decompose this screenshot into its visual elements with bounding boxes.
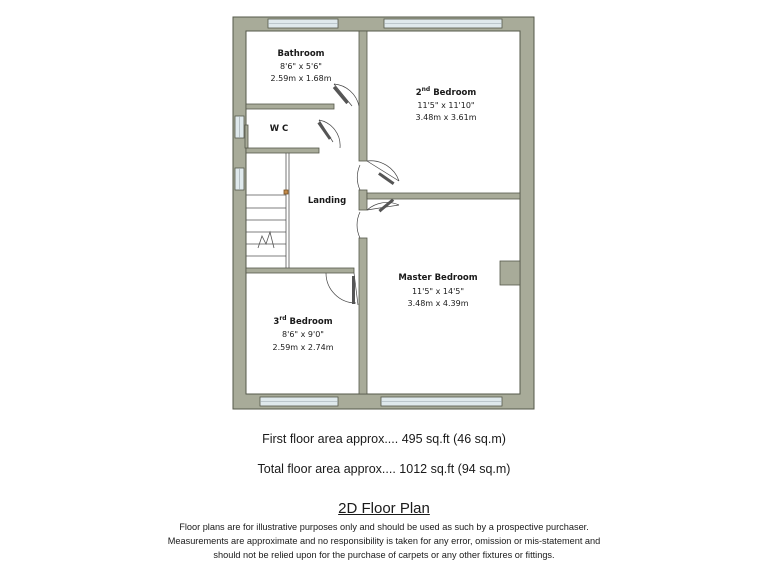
bedroom3-metric: 2.59m x 2.74m bbox=[272, 343, 334, 352]
staircase bbox=[246, 153, 289, 268]
disclaimer-line-1: Floor plans are for illustrative purposes only and should be used as such by a prospective purchaser. bbox=[179, 522, 589, 532]
bathroom-name: Bathroom bbox=[277, 49, 325, 59]
master-metric: 3.48m x 4.39m bbox=[407, 299, 469, 308]
master-imperial: 11'5" x 14'5" bbox=[411, 287, 465, 296]
room-bedroom3 bbox=[272, 315, 333, 352]
bathroom-metric: 2.59m x 1.68m bbox=[270, 74, 332, 83]
master-name: Master Bedroom bbox=[398, 273, 478, 283]
disclaimer-line-2: Measurements are approximate and no responsibility is taken for any error, omission or mis-statement and bbox=[167, 536, 601, 546]
bedroom3-name: 3rd Bedroom bbox=[273, 315, 333, 327]
plan-heading: 2D Floor Plan bbox=[338, 500, 430, 517]
bathroom-imperial: 8'6" x 5'6" bbox=[280, 62, 322, 71]
room-master-bedroom bbox=[398, 273, 477, 308]
landing-name: Landing bbox=[307, 196, 347, 206]
disclaimer-line-3: should not be relied upon for the purchase of carpets or any other fixtures or fittings. bbox=[213, 550, 555, 560]
wc-name: W C bbox=[269, 124, 289, 134]
bedroom3-imperial: 8'6" x 9'0" bbox=[282, 330, 324, 339]
total-floor-area: Total floor area approx.... 1012 sq.ft (94 sq.m) bbox=[257, 462, 511, 476]
bedroom2-metric: 3.48m x 3.61m bbox=[415, 113, 477, 122]
first-floor-area: First floor area approx.... 495 sq.ft (46 sq.m) bbox=[262, 432, 506, 446]
bedroom2-imperial: 11'5" x 11'10" bbox=[417, 101, 475, 110]
room-bathroom bbox=[270, 49, 331, 83]
bedroom2-name: 2nd Bedroom bbox=[415, 86, 477, 98]
room-bedroom2 bbox=[415, 86, 476, 122]
